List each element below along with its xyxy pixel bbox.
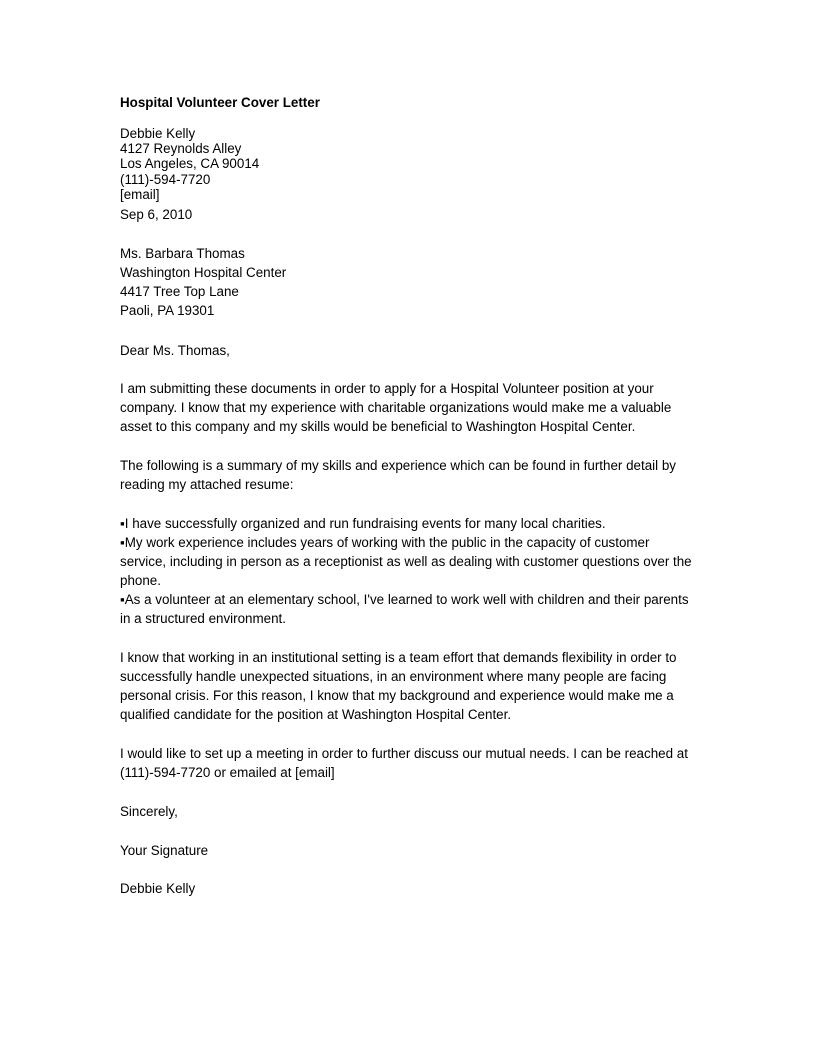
letter-date <box>120 205 700 224</box>
signature <box>120 841 700 860</box>
paragraph-line: personal crisis. For this reason, I know that my background and experience would make me a <box>120 688 674 703</box>
sender-street: 4127 Reynolds Alley <box>120 141 242 157</box>
skills-bullet-list <box>120 514 700 628</box>
paragraph-line: successfully handle unexpected situations, in an environment where many people are facing <box>120 669 667 684</box>
recipient-name: Ms. Barbara Thomas <box>120 246 245 261</box>
paragraph-line: company. I know that my experience with charitable organizations would make me a valuable <box>120 400 672 415</box>
salutation <box>120 341 700 360</box>
signature-text: Your Signature <box>120 843 209 858</box>
closing-text: Sincerely, <box>120 804 178 819</box>
paragraph-2 <box>120 456 700 494</box>
paragraph-line: (111)-594-7720 or emailed at [email] <box>120 765 335 780</box>
sender-address <box>120 126 700 202</box>
sender-name: Debbie Kelly <box>120 126 196 141</box>
signer-name <box>120 879 700 898</box>
date-text: Sep 6, 2010 <box>120 207 193 222</box>
paragraph-1 <box>120 379 700 436</box>
paragraph-3 <box>120 648 700 724</box>
paragraph-line: I know that working in an institutional setting is a team effort that demands flexibility in order to <box>120 650 677 665</box>
signer-name-text: Debbie Kelly <box>120 881 196 896</box>
recipient-city-state-zip: Paoli, PA 19301 <box>120 303 215 318</box>
bullet-line: ▪My work experience includes years of working with the public in the capacity of customer <box>120 535 650 550</box>
paragraph-4 <box>120 744 700 782</box>
bullet-line: in a structured environment. <box>120 611 286 626</box>
recipient-street: 4417 Tree Top Lane <box>120 284 239 299</box>
sender-city-state-zip: Los Angeles, CA 90014 <box>120 156 260 172</box>
bullet-line: phone. <box>120 573 161 588</box>
letter-title: Hospital Volunteer Cover Letter <box>120 95 320 110</box>
paragraph-line: I would like to set up a meeting in order to further discuss our mutual needs. I can be reached at <box>120 746 688 761</box>
sender-phone: (111)-594-7720 <box>120 171 211 187</box>
sender-email: [email] <box>120 186 160 202</box>
paragraph-line: The following is a summary of my skills and experience which can be found in further detail by <box>120 458 676 473</box>
bullet-line: ▪As a volunteer at an elementary school, I've learned to work well with children and their parents <box>120 592 689 607</box>
recipient-address <box>120 244 700 320</box>
recipient-organization: Washington Hospital Center <box>120 265 287 280</box>
salutation-text: Dear Ms. Thomas, <box>120 343 230 358</box>
bullet-line: service, including in person as a receptionist as well as dealing with customer questions over the <box>120 554 692 569</box>
paragraph-line: reading my attached resume: <box>120 477 294 492</box>
paragraph-line: asset to this company and my skills would be beneficial to Washington Hospital Center. <box>120 419 636 434</box>
closing <box>120 802 700 821</box>
bullet-line: ▪I have successfully organized and run fundraising events for many local charities. <box>120 516 606 531</box>
paragraph-line: I am submitting these documents in order to apply for a Hospital Volunteer position at your <box>120 381 654 396</box>
paragraph-line: qualified candidate for the position at Washington Hospital Center. <box>120 707 512 722</box>
